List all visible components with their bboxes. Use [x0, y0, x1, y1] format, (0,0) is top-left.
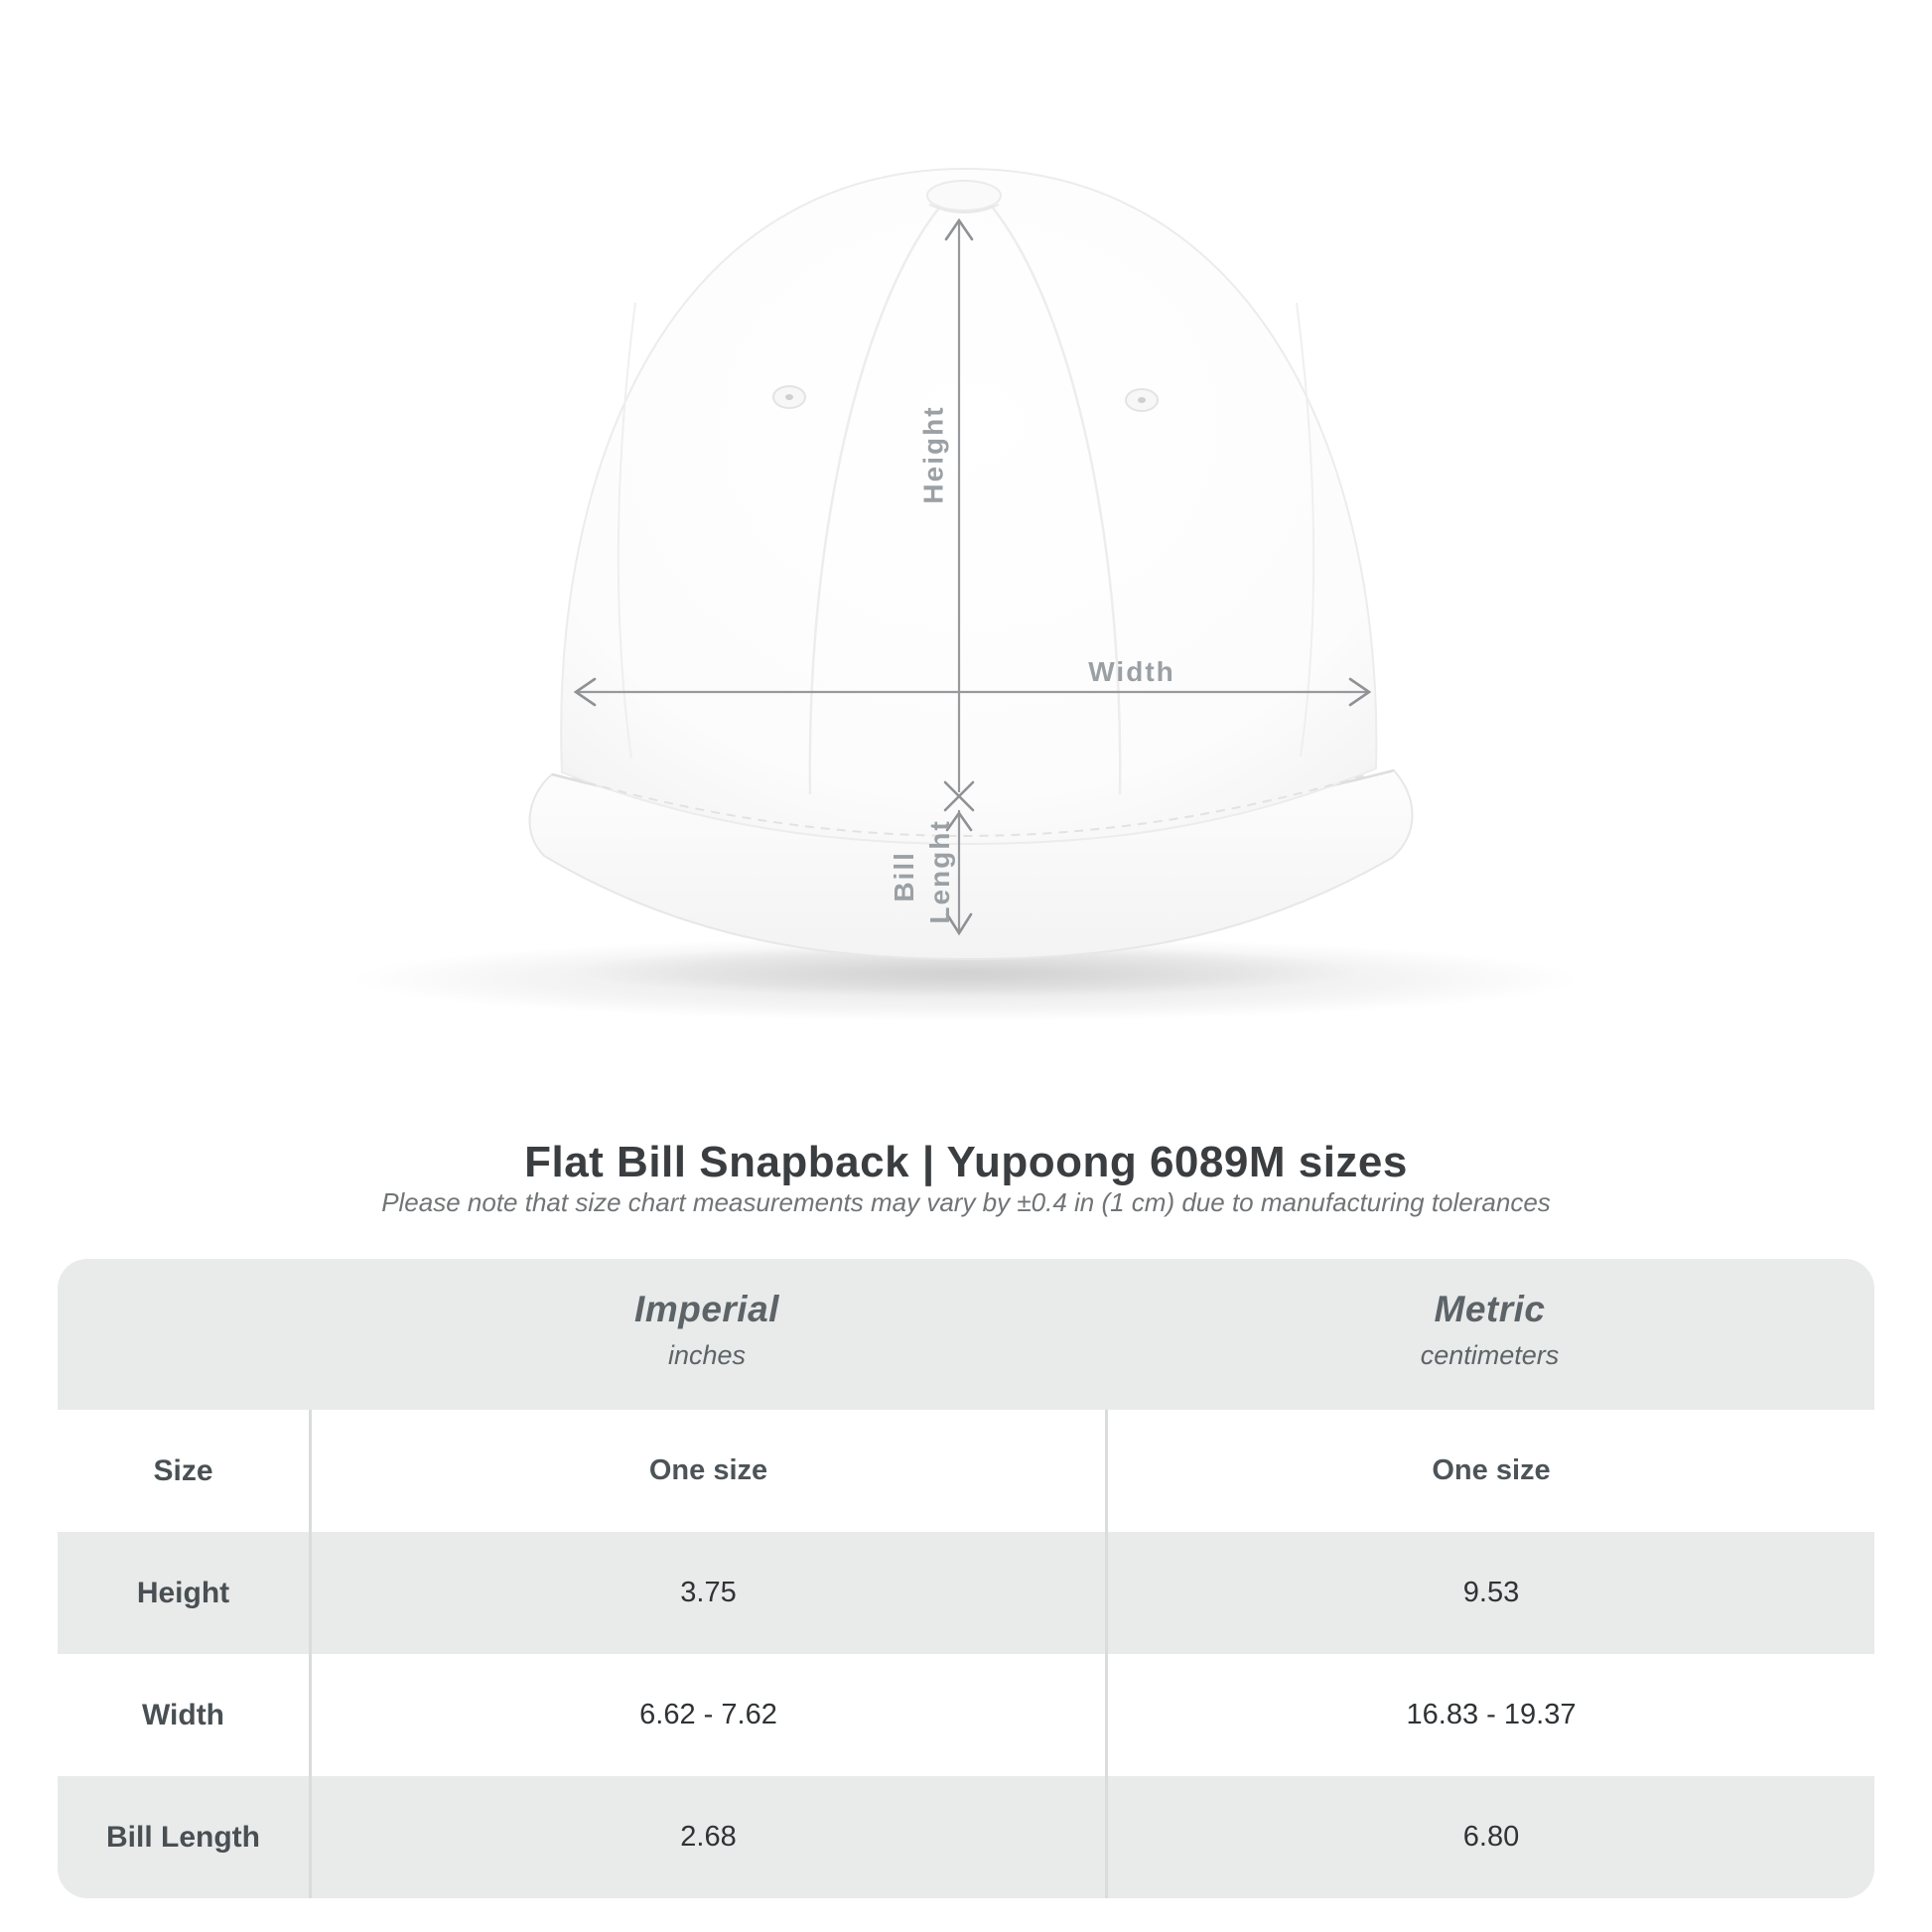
table-row-bill-length	[58, 1776, 1874, 1898]
imperial-value: 2.68	[309, 1776, 1105, 1898]
header-imperial	[309, 1259, 1105, 1410]
metric-value: 16.83 - 19.37	[1105, 1654, 1874, 1776]
row-label: Size	[153, 1453, 213, 1487]
size-table	[58, 1259, 1874, 1898]
metric-value: One size	[1105, 1410, 1874, 1532]
row-label: Height	[136, 1576, 230, 1609]
imperial-value: 3.75	[309, 1532, 1105, 1654]
imperial-unit: inches	[667, 1340, 747, 1370]
eyelet-right	[1126, 389, 1158, 411]
table-row-width	[58, 1654, 1874, 1776]
metric-value: 9.53	[1105, 1532, 1874, 1654]
imperial-value: 6.62 - 7.62	[309, 1654, 1105, 1776]
bill-length-label: Bill Lenght	[889, 819, 955, 924]
metric-title: Metric	[1434, 1289, 1546, 1329]
imperial-value: One size	[309, 1410, 1105, 1532]
header-spacer	[58, 1259, 309, 1410]
height-label: Height	[917, 405, 949, 504]
metric-unit: centimeters	[1420, 1340, 1560, 1370]
table-row-height	[58, 1532, 1874, 1654]
metric-value: 6.80	[1105, 1776, 1874, 1898]
page-title: Flat Bill Snapback | Yupoong 6089M sizes	[524, 1138, 1408, 1186]
row-label: Width	[141, 1698, 225, 1731]
hat-crown	[561, 169, 1376, 844]
imperial-title: Imperial	[634, 1289, 779, 1329]
row-label: Bill Length	[106, 1820, 260, 1854]
eyelet-left	[773, 386, 805, 408]
hat-button	[927, 181, 1001, 212]
header-metric	[1105, 1259, 1874, 1410]
table-row-size	[58, 1410, 1874, 1532]
width-label: Width	[1088, 656, 1175, 687]
page-subtitle: Please note that size chart measurements may vary by ±0.4 in (1 cm) due to manufacturing tolerances	[381, 1187, 1551, 1217]
table-header	[58, 1259, 1874, 1410]
